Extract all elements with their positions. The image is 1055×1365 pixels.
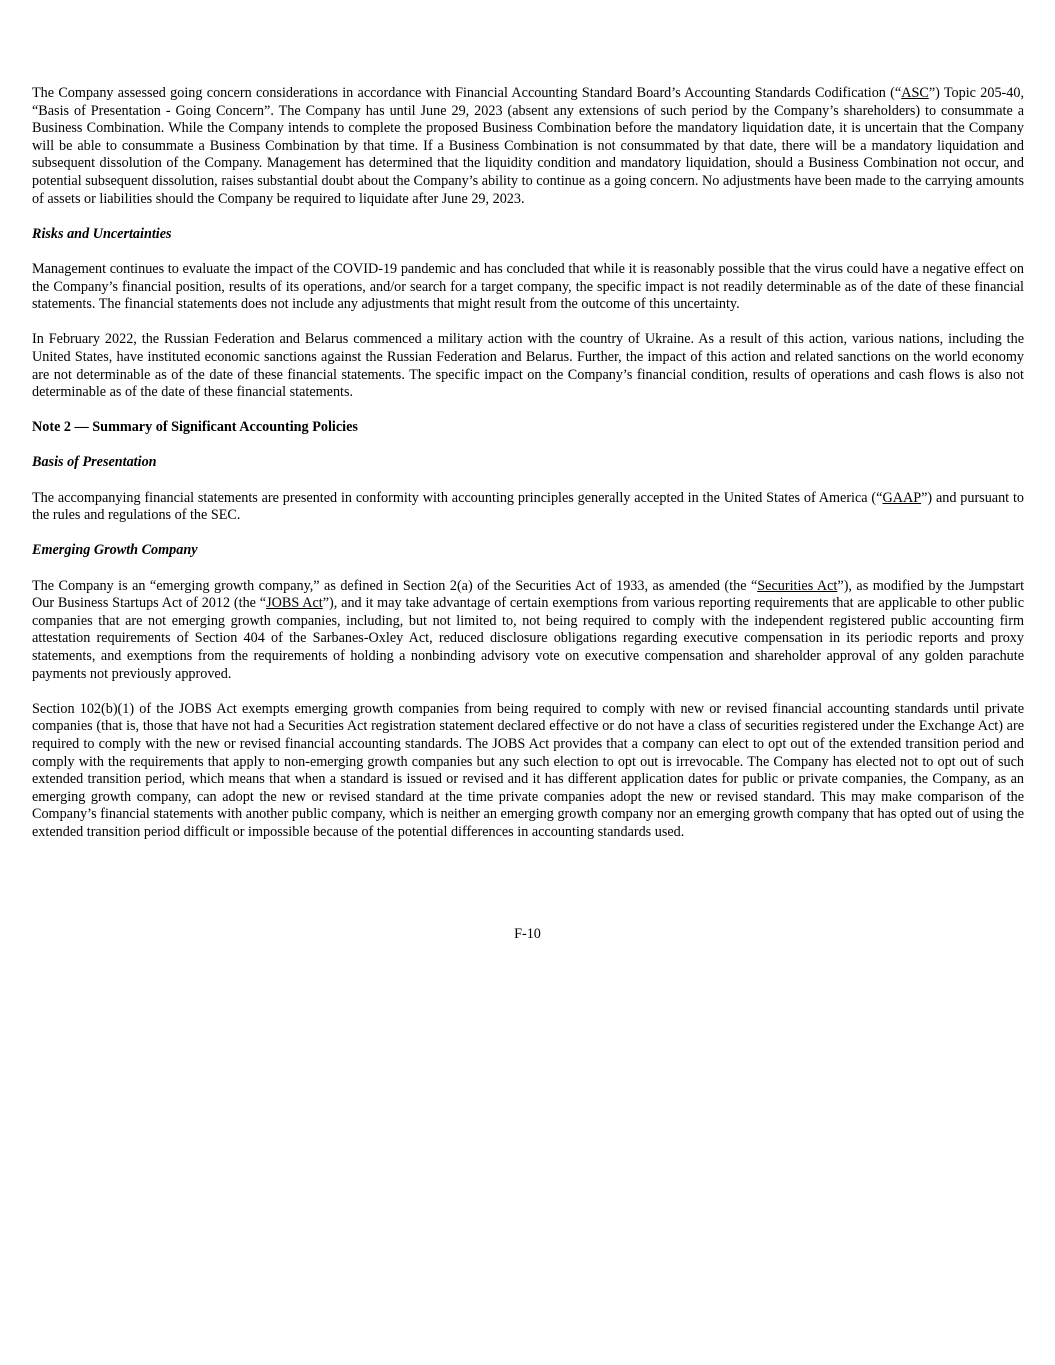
- document-body: [32, 85, 1024, 859]
- gaap-link[interactable]: GAAP: [882, 489, 922, 506]
- covid-paragraph: Management continues to evaluate the impact of the COVID-19 pandemic and has concluded that while it is reasonably possible that the virus could have a negative effect on the Company’s financial position, results of its operations, and/or search for a target company, the specific impact is not readily determinable as of the date of these financial statements. The financial statements does not include any adjustments that might result from the outcome of this uncertainty.: [32, 260, 1024, 313]
- jobs-act-paragraph: Section 102(b)(1) of the JOBS Act exempts emerging growth companies from being required to comply with new or revised financial accounting standards until private companies (that is, those that have not had a Securities Act registration statement declared effective or do not have a class of securities registered under the Exchange Act) are required to comply with the new or revised financial accounting standards. The JOBS Act provides that a company can elect to opt out of the extended transition period and comply with the requirements that apply to non-emerging growth companies but any such election to opt out is irrevocable. The Company has elected not to opt out of such extended transition period, which means that when a standard is issued or revised and it has different application dates for public or private companies, the Company, as an emerging growth company, can adopt the new or revised standard at the time private companies adopt the new or revised standard. This may make comparison of the Company’s financial statements with another public company, which is neither an emerging growth company nor an emerging growth company that has opted out of using the extended transition period difficult or impossible because of the potential differences in accounting standards used.: [32, 700, 1024, 840]
- going-concern-paragraph: The Company assessed going concern considerations in accordance with Financial Accounting Standard Board’s Accounting Standards Codification (“ASC”) Topic 205-40, “Basis of Presentation - Going Concern”. The Company has until June 29, 2023 (absent any extensions of such period by the Company’s shareholders) to consummate a Business Combination. While the Company intends to complete the proposed Business Combination before the mandatory liquidation date, it is uncertain that the Company will be able to consummate a Business Combination by that time. If a Business Combination is not consummated by that date, there will be a mandatory liquidation and subsequent dissolution of the Company. Management has determined that the liquidity condition and mandatory liquidation, should a Business Combination not occur, and potential subsequent dissolution, raises substantial doubt about the Company’s ability to continue as a going concern. No adjustments have been made to the carrying amounts of assets or liabilities should the Company be required to liquidate after June 29, 2023.: [32, 85, 1024, 207]
- risks-heading: Risks and Uncertainties: [32, 225, 172, 242]
- basis-paragraph: The accompanying financial statements are presented in conformity with accounting principles generally accepted in the United States of America (“GAAP”) and pursuant to the rules and regulations of the SEC.: [32, 489, 1024, 524]
- note2-heading: Note 2 — Summary of Significant Accounting Policies: [32, 419, 358, 436]
- page-number: F-10: [514, 926, 541, 942]
- jobs-act-link[interactable]: JOBS Act: [266, 595, 323, 612]
- asc-link[interactable]: ASC: [901, 85, 929, 101]
- securities-act-link[interactable]: Securities Act: [757, 577, 838, 594]
- egc-heading: Emerging Growth Company: [32, 542, 198, 559]
- russia-paragraph: In February 2022, the Russian Federation and Belarus commenced a military action with the country of Ukraine. As a result of this action, various nations, including the United States, have instituted economic sanctions against the Russian Federation and Belarus. Further, the impact of this action and related sanctions on the world economy are not determinable as of the date of these financial statements. The specific impact on the Company’s financial condition, results of operations and cash flows is also not determinable as of the date of these financial statements.: [32, 331, 1024, 401]
- egc-paragraph: The Company is an “emerging growth company,” as defined in Section 2(a) of the Securities Act of 1933, as amended (the “Securities Act”), as modified by the Jumpstart Our Business Startups Act of 2012 (the “JOBS Act”), and it may take advantage of certain exemptions from various reporting requirements that are applicable to other public companies that are not emerging growth companies, including, but not limited to, not being required to comply with the independent registered public accounting firm attestation requirements of Section 404 of the Sarbanes-Oxley Act, reduced disclosure obligations regarding executive compensation in its periodic reports and proxy statements, and exemptions from the requirements of holding a nonbinding advisory vote on executive compensation and shareholder approval of any golden parachute payments not previously approved.: [32, 577, 1025, 682]
- basis-heading: Basis of Presentation: [32, 454, 157, 471]
